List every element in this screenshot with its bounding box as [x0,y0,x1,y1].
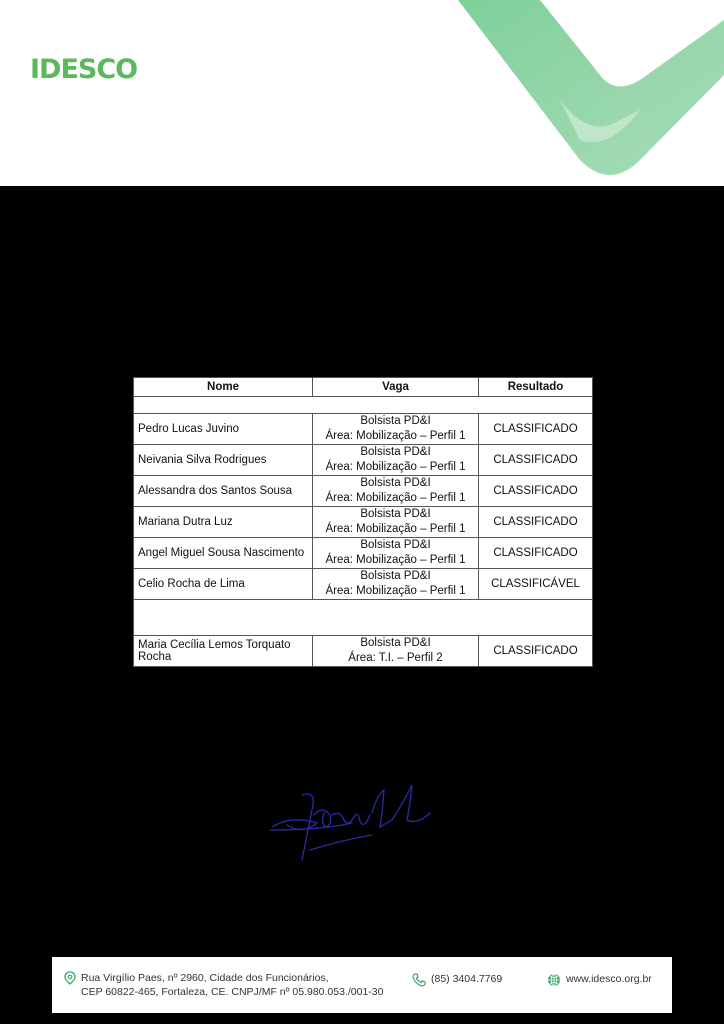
footer-website [547,973,652,989]
cell-nome: Neivania Silva Rodrigues [134,445,313,476]
handwritten-signature [262,775,437,870]
cell-resultado: CLASSIFICADO [479,636,593,667]
table-row [134,476,593,507]
location-pin-icon [64,971,76,987]
address-line-1: Rua Virgílio Paes, nº 2960, Cidade dos Funcionários, [81,972,329,984]
vaga-area: Área: Mobilização – Perfil 1 [325,492,466,504]
results-table-container [133,377,592,667]
cell-resultado: CLASSIFICÁVEL [479,569,593,600]
cell-vaga [313,414,479,445]
vaga-title: Bolsista PD&I [360,477,431,489]
website-link[interactable]: www.idesco.org.br [566,973,652,985]
cell-nome: Angel Miguel Sousa Nascimento [134,538,313,569]
cell-vaga [313,538,479,569]
cell-vaga [313,476,479,507]
cell-resultado: CLASSIFICADO [479,507,593,538]
vaga-title: Bolsista PD&I [360,637,431,649]
vaga-title: Bolsista PD&I [360,570,431,582]
vaga-title: Bolsista PD&I [360,446,431,458]
cell-nome: Pedro Lucas Juvino [134,414,313,445]
globe-icon [547,973,561,989]
cell-vaga [313,569,479,600]
table-row [134,569,593,600]
vaga-title: Bolsista PD&I [360,539,431,551]
table-row [134,507,593,538]
cell-nome: Maria Cecília Lemos Torquato Rocha [134,636,313,667]
column-header-vaga: Vaga [313,378,479,397]
table-row [134,538,593,569]
cell-resultado: CLASSIFICADO [479,414,593,445]
header-swoosh-graphic [440,0,724,186]
phone-icon [412,973,426,989]
results-table [133,377,593,667]
vaga-title: Bolsista PD&I [360,415,431,427]
vaga-area: Área: Mobilização – Perfil 1 [325,430,466,442]
table-row [134,636,593,667]
vaga-area: Área: Mobilização – Perfil 1 [325,523,466,535]
cell-vaga [313,636,479,667]
footer-phone [412,973,502,989]
cell-nome: Alessandra dos Santos Sousa [134,476,313,507]
page-footer [52,957,672,1013]
vaga-area: Área: T.I. – Perfil 2 [348,652,443,664]
cell-resultado: CLASSIFICADO [479,538,593,569]
vaga-area: Área: Mobilização – Perfil 1 [325,585,466,597]
cell-nome: Mariana Dutra Luz [134,507,313,538]
cell-nome: Celio Rocha de Lima [134,569,313,600]
cell-resultado: CLASSIFICADO [479,445,593,476]
idesco-logo [30,56,137,83]
column-header-resultado: Resultado [479,378,593,397]
footer-address [64,971,383,999]
table-row [134,445,593,476]
cell-vaga [313,507,479,538]
vaga-area: Área: Mobilização – Perfil 1 [325,461,466,473]
vaga-title: Bolsista PD&I [360,508,431,520]
table-header-row [134,378,593,397]
phone-number[interactable]: (85) 3404.7769 [431,973,503,985]
vaga-area: Área: Mobilização – Perfil 1 [325,554,466,566]
cell-resultado: CLASSIFICADO [479,476,593,507]
table-row [134,414,593,445]
cell-vaga [313,445,479,476]
column-header-nome: Nome [134,378,313,397]
page-header [0,0,724,186]
address-line-2: CEP 60822-465, Fortaleza, CE. CNPJ/MF nº 05.980.053./001-30 [81,986,384,998]
table-spacer-row [134,397,593,414]
table-spacer-row [134,600,593,636]
logo-text: IDESCO [30,54,138,85]
